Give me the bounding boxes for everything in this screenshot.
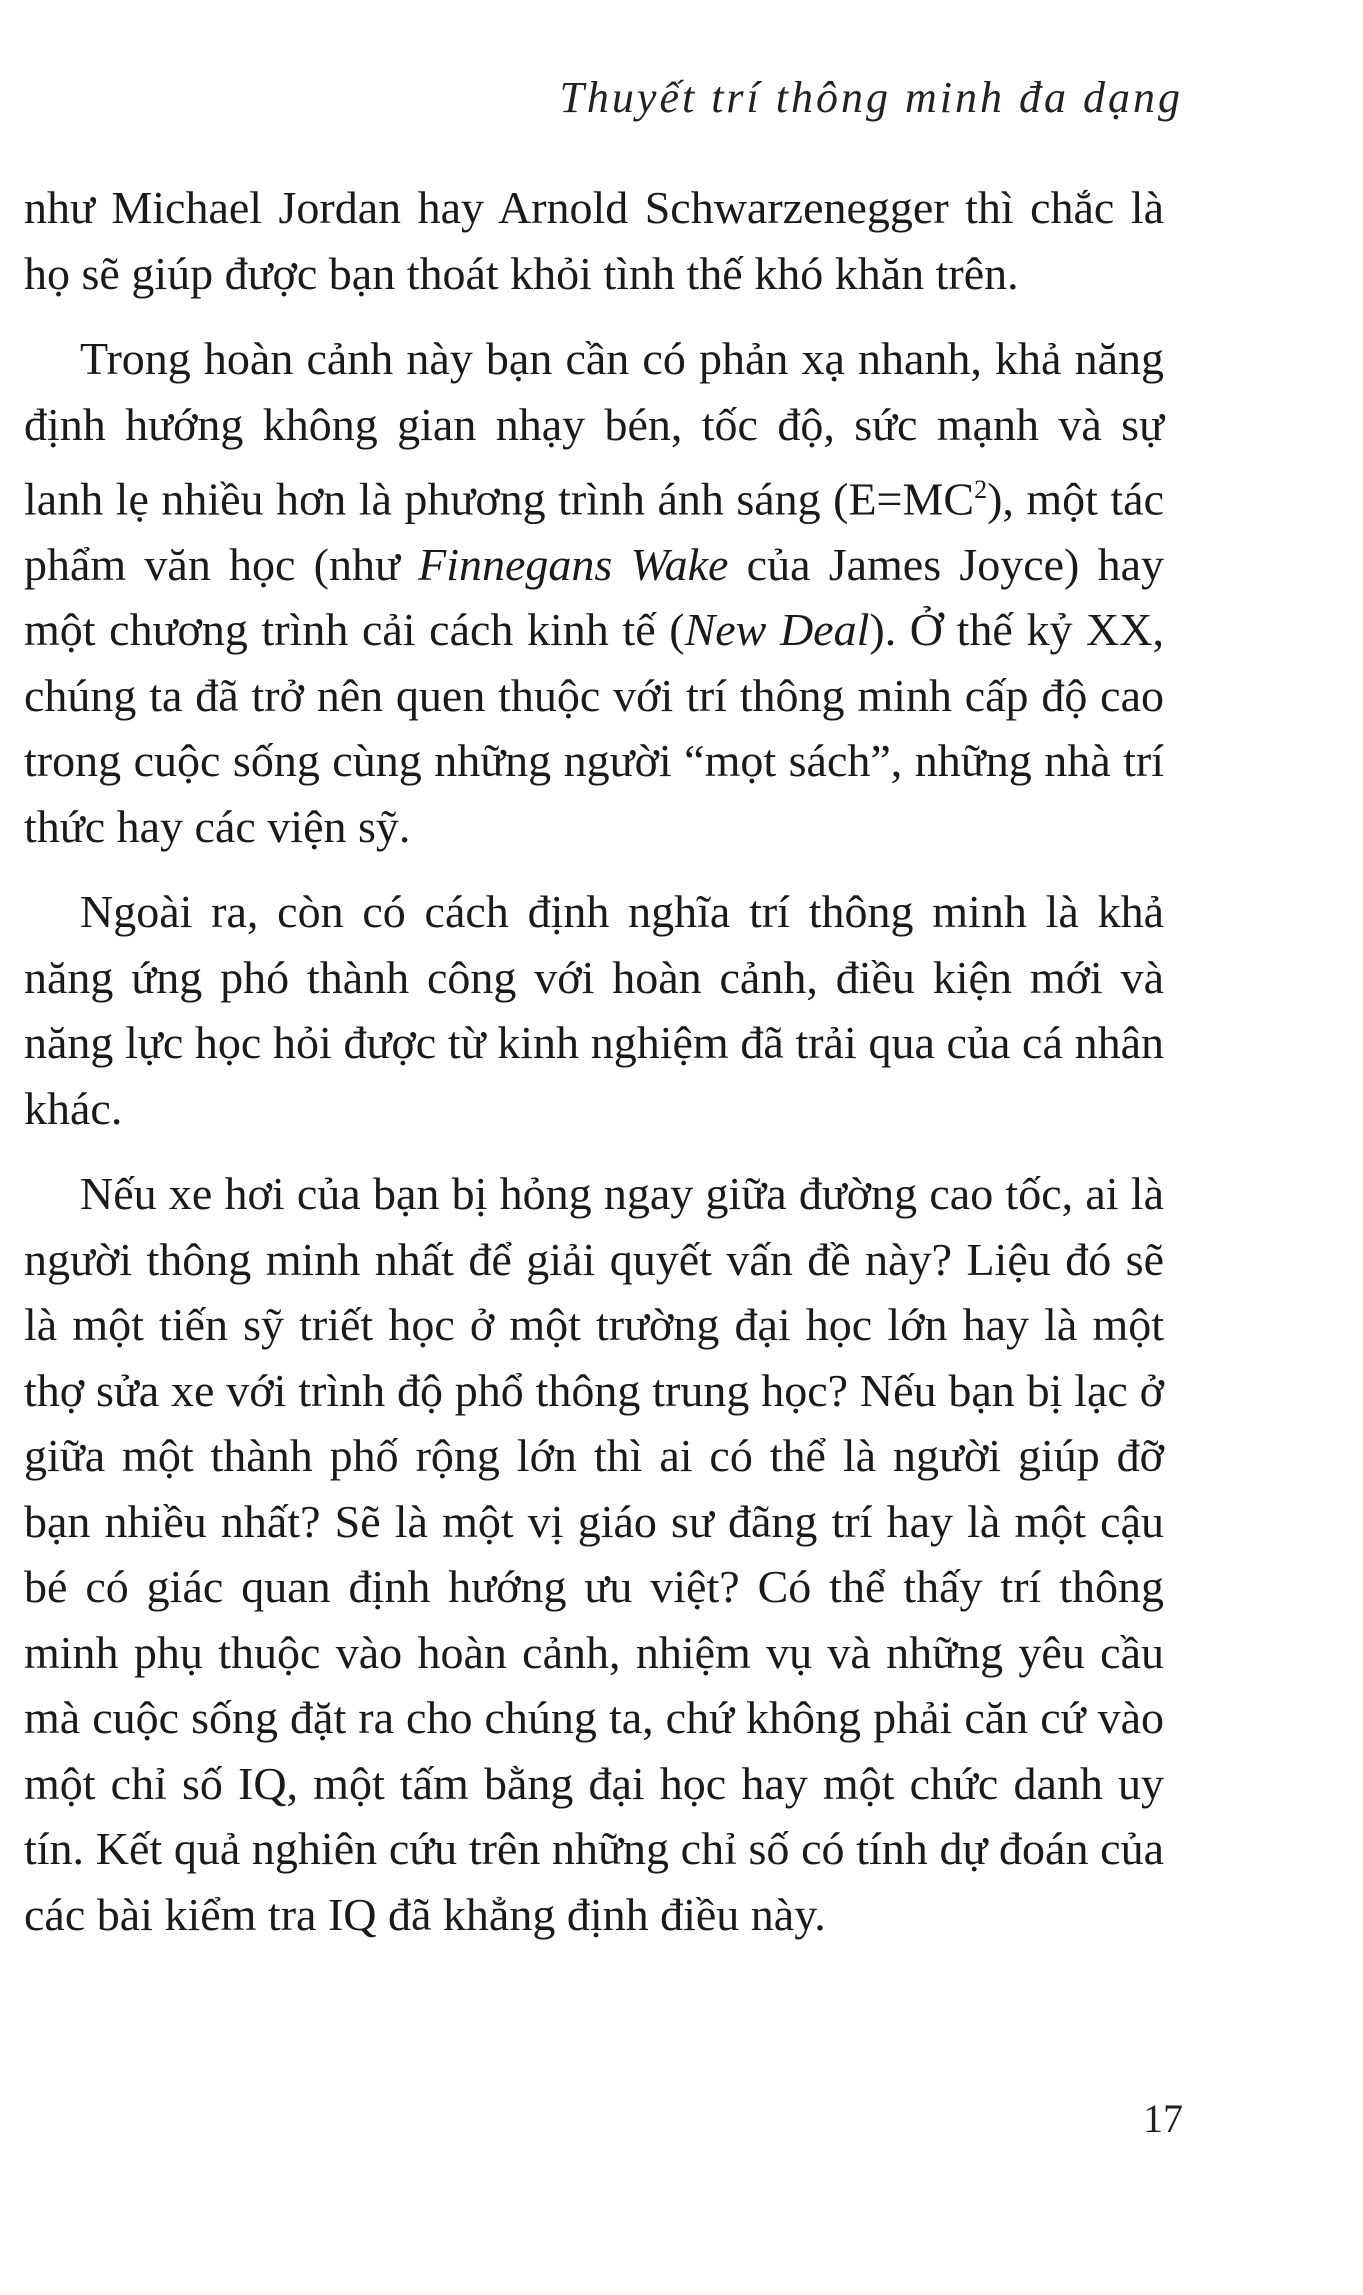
italic-title: New Deal <box>684 604 870 656</box>
italic-title: Finnegans Wake <box>418 538 729 590</box>
paragraph <box>24 326 1164 859</box>
superscript: 2 <box>974 475 988 504</box>
paragraph-text: ). Ở thế kỷ XX, chúng ta đã trở nên quen thuộc với trí thông minh cấp độ cao trong cuộc sống cùng những người “mọt sách”, những nhà trí thức hay các viện sỹ. <box>24 604 1164 852</box>
paragraph <box>24 879 1164 1141</box>
paragraph-text: ), một tác phẩm văn học (như <box>24 473 1164 590</box>
paragraph-text: Nếu xe hơi của bạn bị hỏng ngay giữa đường cao tốc, ai là người thông minh nhất để giải quyết vấn đề này? Liệu đó sẽ là một tiến sỹ triết học ở một trường đại học lớn hay là một thợ sửa xe với trình độ phổ thông trung học? Nếu bạn bị lạc ở giữa một thành phố rộng lớn thì ai có thể là người giúp đỡ bạn nhiều nhất? Sẽ là một vị giáo sư đãng trí hay là một cậu bé có giác quan định hướng ưu việt? Có thể thấy trí thông minh phụ thuộc vào hoàn cảnh, nhiệm vụ và những yêu cầu mà cuộc sống đặt ra cho chúng ta, chứ không phải căn cứ vào một chỉ số IQ, một tấm bằng đại học hay một chức danh uy tín. Kết quả nghiên cứu trên những chỉ số có tính dự đoán của các bài kiểm tra IQ đã khẳng định điều này. <box>24 1168 1164 1940</box>
paragraph <box>24 175 1164 306</box>
page-number: 17 <box>1143 2096 1183 2141</box>
paragraph-text: Trong hoàn cảnh này bạn cần có phản xạ nhanh, khả năng định hướng không gian nhạy bén, tốc độ, sức mạnh và sự lanh lẹ nhiều hơn là phương trình ánh sáng (E=MC <box>24 333 1164 525</box>
paragraph-text: của James Joyce) hay một chương trình cải cách kinh tế ( <box>24 538 1164 656</box>
paragraph-text: Ngoài ra, còn có cách định nghĩa trí thông minh là khả năng ứng phó thành công với hoàn cảnh, điều kiện mới và năng lực học hỏi được từ kinh nghiệm đã trải qua của cá nhân khác. <box>24 886 1164 1134</box>
running-header: Thuyết trí thông minh đa dạng <box>559 73 1183 122</box>
paragraph-text: như Michael Jordan hay Arnold Schwarzenegger thì chắc là họ sẽ giúp được bạn thoát khỏi tình thế khó khăn trên. <box>24 182 1164 299</box>
body-text <box>24 175 1164 1947</box>
paragraph <box>24 1161 1164 1947</box>
